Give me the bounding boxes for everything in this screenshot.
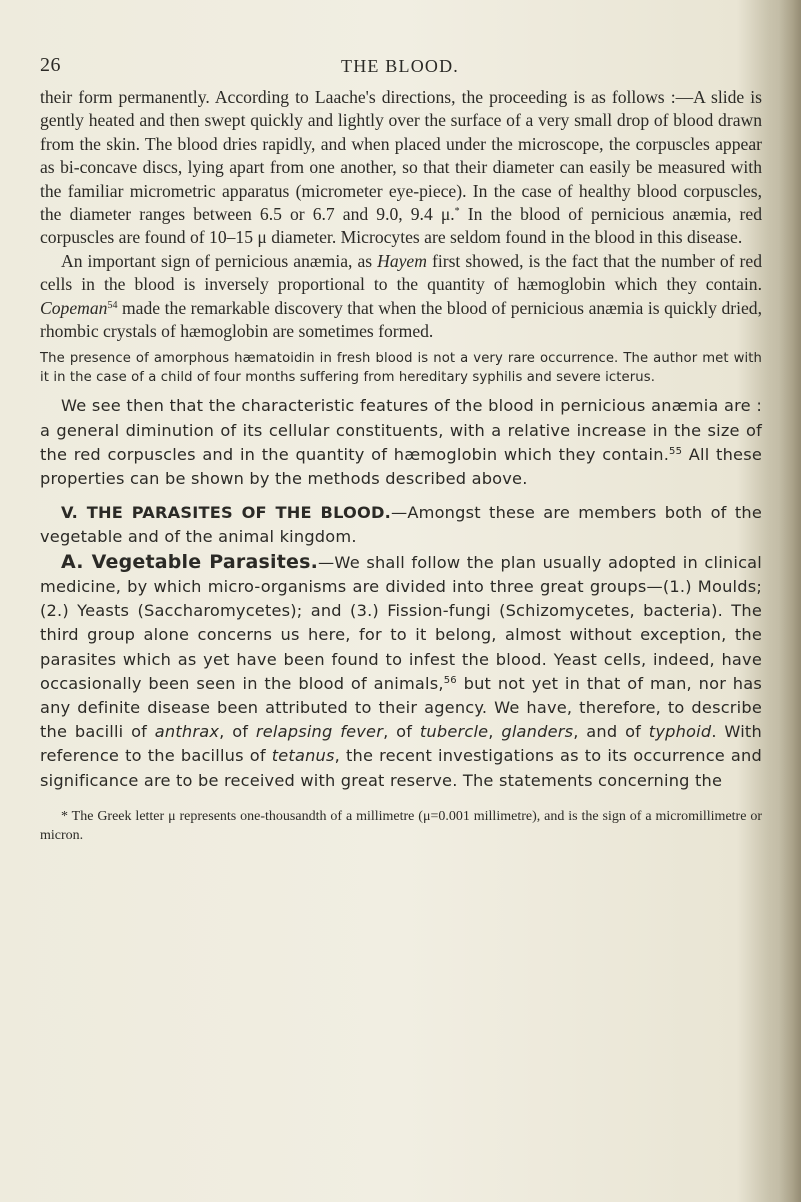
reference-number: 54 bbox=[107, 299, 118, 311]
section-parasites: V. THE PARASITES OF THE BLOOD.—Amongst these are members both of the vegetable and of the animal kingdom. bbox=[40, 503, 762, 547]
subsection-heading: A. Vegetable Parasites. bbox=[61, 550, 319, 573]
page-edge-shadow bbox=[779, 0, 801, 1202]
page-number: 26 bbox=[40, 54, 61, 76]
author-name: Copeman bbox=[40, 297, 108, 318]
small-print-note: The presence of amorphous hæmatoidin in fresh blood is not a very rare occurrence. The author met with it in the case of a child of four months suffering from hereditary syphilis and severe icterus. bbox=[40, 351, 762, 386]
section-heading: V. THE PARASITES OF THE BLOOD. bbox=[61, 503, 391, 523]
paragraph-characteristic-features: We see then that the characteristic features of the blood in pernicious anæmia are : a general diminution of its cellular constituents, with a relative increase in the size of the red corpuscles and in the quantity of hæmoglobin which they contain.$^{55}$ All these properties can be shown by the methods described above. bbox=[40, 396, 762, 489]
footnote: * The Greek letter μ represents one-thousandth of a millimetre (μ=0.001 millimetre), and is the sign of a micromillimetre or micron. bbox=[40, 808, 762, 843]
reference-number: 55 bbox=[669, 445, 683, 457]
footnote-marker: * bbox=[454, 206, 460, 218]
reference-number: 56 bbox=[443, 674, 457, 686]
running-head: THE BLOOD. bbox=[341, 56, 459, 76]
paragraph-pernicious-anaemia: An important sign of pernicious anæmia, as Hayem first showed, is the fact that the number of red cells in the blood is inversely proportional to the quantity of hæmoglobin which they contain. Copeman$^{54}$ made the remarkable discovery that when the blood of pernicious anæmia is quickly dried, rhombic crystals of hæmoglobin are sometimes formed. bbox=[40, 250, 763, 342]
body-text bbox=[40, 86, 762, 845]
subsection-vegetable-parasites: A. Vegetable Parasites.—We shall follow the plan usually adopted in clinical medicine, by which micro-organisms are divided into three great groups—(1.) Moulds; (2.) Yeasts (Saccharomycetes); and (3.) Fission-fungi (Schizomycetes, bacteria). The third group alone concerns us here, for to it belong, almost without exception, the parasites which as yet have been found to infest the blood. Yeast cells, indeed, have occasionally been seen in the blood of animals,$^{56}$ but not yet in that of man, nor has any definite disease been attributed to their agency. We have, therefore, to describe the bacilli of anthrax, of relapsing fever, of tubercle, glanders, and of typhoid. With reference to the bacillus of tetanus, the recent investigations as to its occurrence and significance are to be received with great reserve. The statements concerning the bbox=[40, 550, 763, 790]
author-name: Hayem bbox=[377, 250, 427, 271]
paragraph-corpuscle-method: their form permanently. According to Laache's directions, the proceeding is as follows :—A slide is gently heated and then swept quickly and lightly over the surface of a very small drop of blood drawn from the skin. The blood dries rapidly, and when placed under the microscope, the corpuscles appear as bi-concave discs, lying apart from one another, so that their diameter can easily be measured with the familiar micrometric apparatus (micrometer eye-piece). In the case of healthy blood corpuscles, the diameter ranges between 6.5 or 6.7 and 9.0, 9.4 μ.* In the blood of pernicious anæmia, red corpuscles are found of 10–15 μ diameter. Microcytes are seldom found in the blood in this disease. bbox=[40, 87, 763, 248]
page-header bbox=[40, 54, 760, 78]
